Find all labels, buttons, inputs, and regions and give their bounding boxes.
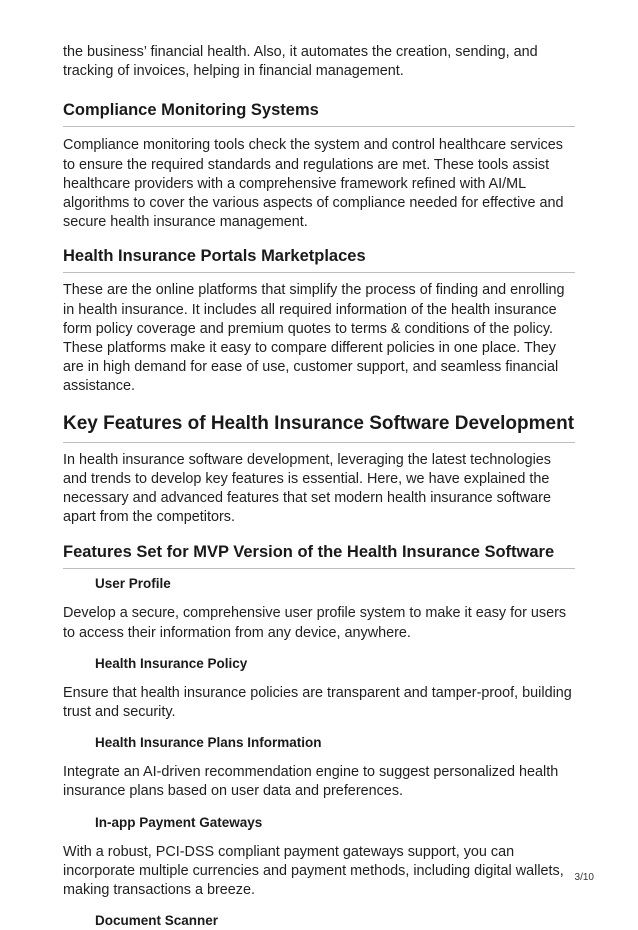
- feature-text-plans-info: Integrate an AI-driven recommendation engine to suggest personalized health insurance plans based on user data and preferences.: [63, 764, 559, 800]
- key-features-paragraph: In health insurance software development, leveraging the latest technologies and trends to develop key features is essential. Here, we have explained the necessary and advanced features that set modern health insurance software apart from the competitors.: [63, 451, 551, 526]
- page-number: 3/10: [574, 872, 594, 883]
- portals-paragraph: These are the online platforms that simplify the process of finding and enrolling in health insurance. It includes all required information of the health insurance form policy coverage and premium quotes to terms & conditions of the policy. These platforms make it easy to compare different policies in one place. They are in high demand for ease of use, customer support, and seamless financial assistance.: [63, 282, 565, 395]
- key-features-heading: Key Features of Health Insurance Software Development: [63, 412, 575, 443]
- feature-title-plans-info: Health Insurance Plans Information: [95, 735, 322, 751]
- feature-text-user-profile: Develop a secure, comprehensive user profile system to make it easy for users to access their information from any device, anywhere.: [63, 605, 567, 641]
- page-content: [63, 0, 575, 930]
- mvp-heading: Features Set for MVP Version of the Health Insurance Software: [63, 542, 575, 569]
- feature-title-payment-gateways: In-app Payment Gateways: [95, 814, 263, 830]
- compliance-heading: Compliance Monitoring Systems: [63, 100, 575, 127]
- intro-paragraph: the business’ financial health. Also, it automates the creation, sending, and tracking of invoices, helping in financial management.: [63, 44, 538, 80]
- compliance-paragraph: Compliance monitoring tools check the system and control healthcare services to ensure the required standards and regulations are met. These tools assist healthcare providers with a comprehensive framework refined with AI/ML algorithms to cover the various aspects of compliance needed for effective and secure health insurance management.: [63, 137, 564, 231]
- feature-text-policy: Ensure that health insurance policies are transparent and tamper-proof, building trust and security.: [63, 684, 572, 721]
- feature-title-document-scanner: Document Scanner: [95, 913, 219, 929]
- feature-text-payment-gateways: With a robust, PCI-DSS compliant payment gateways support, you can incorporate multiple currencies and payment methods, including digital wallets, making transactions a breeze.: [63, 843, 564, 899]
- feature-title-user-profile: User Profile: [95, 576, 171, 592]
- feature-title-policy: Health Insurance Policy: [95, 655, 248, 671]
- portals-heading: Health Insurance Portals Marketplaces: [63, 246, 575, 273]
